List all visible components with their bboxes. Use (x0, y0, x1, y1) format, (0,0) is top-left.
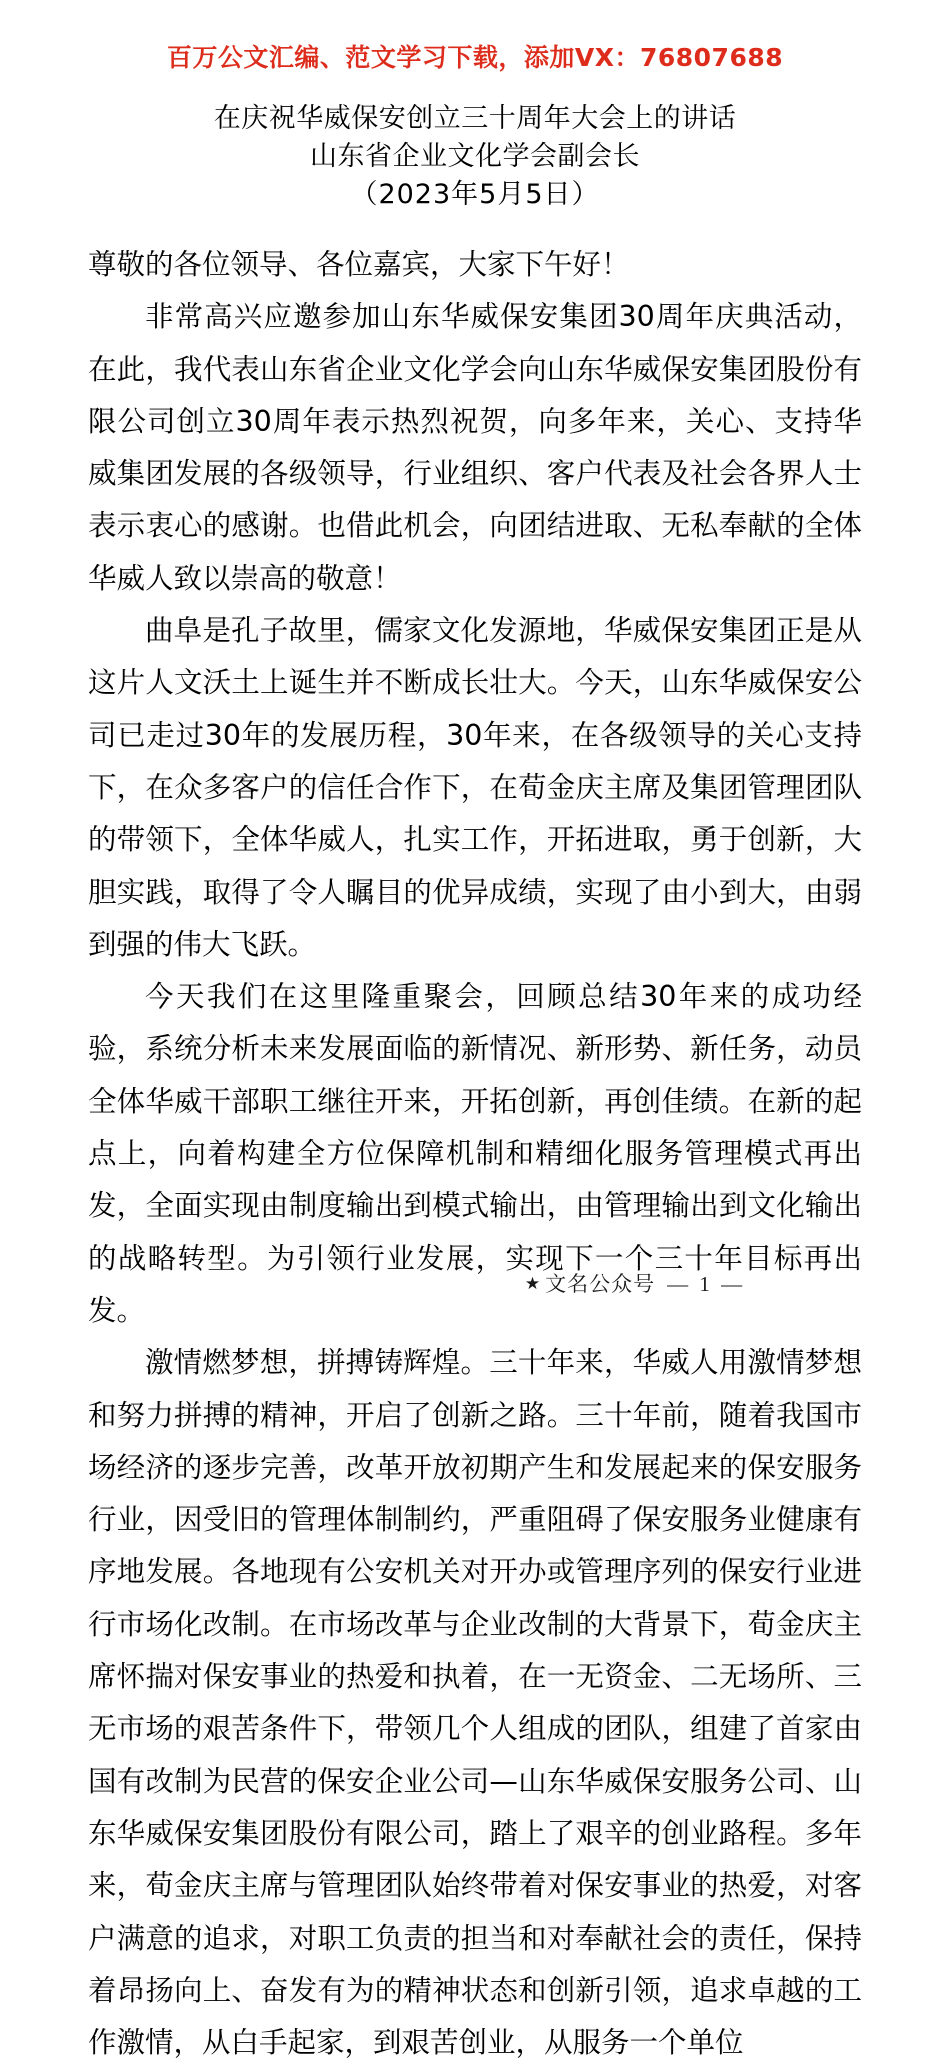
document-body (88, 239, 862, 2069)
page-date: （2023年5月5日） (350, 179, 600, 210)
paragraph: 曲阜是孔子故里，儒家文化发源地，华威保安集团正是从这片人文沃土上诞生并不断成长壮大。今天，山东华威保安公司已走过30年的发展历程，30年来，在各级领导的关心支持下，在众多客户的信任合作下，在荀金庆主席及集团管理团队的带领下，全体华威人，扎实工作，开拓进取，勇于创新，大胆实践，取得了令人瞩目的优异成绩，实现了由小到大，由弱到强的伟大飞跃。 (88, 614, 862, 961)
star-icon: ★ (524, 1274, 542, 1294)
page-footer (0, 1270, 950, 1298)
paragraph: 尊敬的各位领导、各位嘉宾，大家下午好！ (88, 248, 630, 281)
page-number: — 1 — (667, 1272, 746, 1296)
page-title: 在庆祝华威保安创立三十周年大会上的讲话 (213, 103, 737, 134)
footer-inner (525, 1270, 745, 1298)
paragraph: 激情燃梦想，拼搏铸辉煌。三十年来，华威人用激情梦想和努力拼搏的精神，开启了创新之路。三十年前，随着我国市场经济的逐步完善，改革开放初期产生和发展起来的保安服务行业，因受旧的管理体制制约，严重阻碍了保安服务业健康有序地发展。各地现有公安机关对开办或管理序列的保安行业进行市场化改制。在市场改革与企业改制的大背景下，荀金庆主席怀揣对保安事业的热爱和执着，在一无资金、二无场所、三无市场的艰苦条件下，带领几个人组成的团队，组建了首家由国有改制为民营的保安企业公司—山东华威保安服务公司、山东华威保安集团股份有限公司，踏上了艰辛的创业路程。多年来，荀金庆主席与管理团队始终带着对保安事业的热爱，对客户满意的追求，对职工负责的担当和对奉献社会的责任，保持着昂扬向上、奋发有为的精神状态和创新引领，追求卓越的工作激情，从白手起家，到艰苦创业，从服务一个单位 (88, 1346, 862, 2060)
promo-banner-text: 百万公文汇编、范文学习下载，添加VX：76807688 (166, 43, 784, 72)
footer-brand-label: 文名公众号 (545, 1272, 656, 1296)
page-subtitle: 山东省企业文化学会副会长 (310, 141, 640, 172)
title-block (0, 100, 950, 214)
paragraph: 今天我们在这里隆重聚会，回顾总结30年来的成功经验，系统分析未来发展面临的新情况、新形势、新任务，动员全体华威干部职工继往开来，开拓创新，再创佳绩。在新的起点上，向着构建全方位保障机制和精细化服务管理模式再出发，全面实现由制度输出到模式输出，由管理输出到文化输出的战略转型。为引领行业发展，实现下一个三十年目标再出发。 (88, 980, 862, 1327)
paragraph: 非常高兴应邀参加山东华威保安集团30周年庆典活动，在此，我代表山东省企业文化学会向山东华威保安集团股份有限公司创立30周年表示热烈祝贺，向多年来，关心、支持华威集团发展的各级领导，行业组织、客户代表及社会各界人士表示衷心的感谢。也借此机会，向团结进取、无私奉献的全体华威人致以崇高的敬意！ (88, 300, 862, 595)
